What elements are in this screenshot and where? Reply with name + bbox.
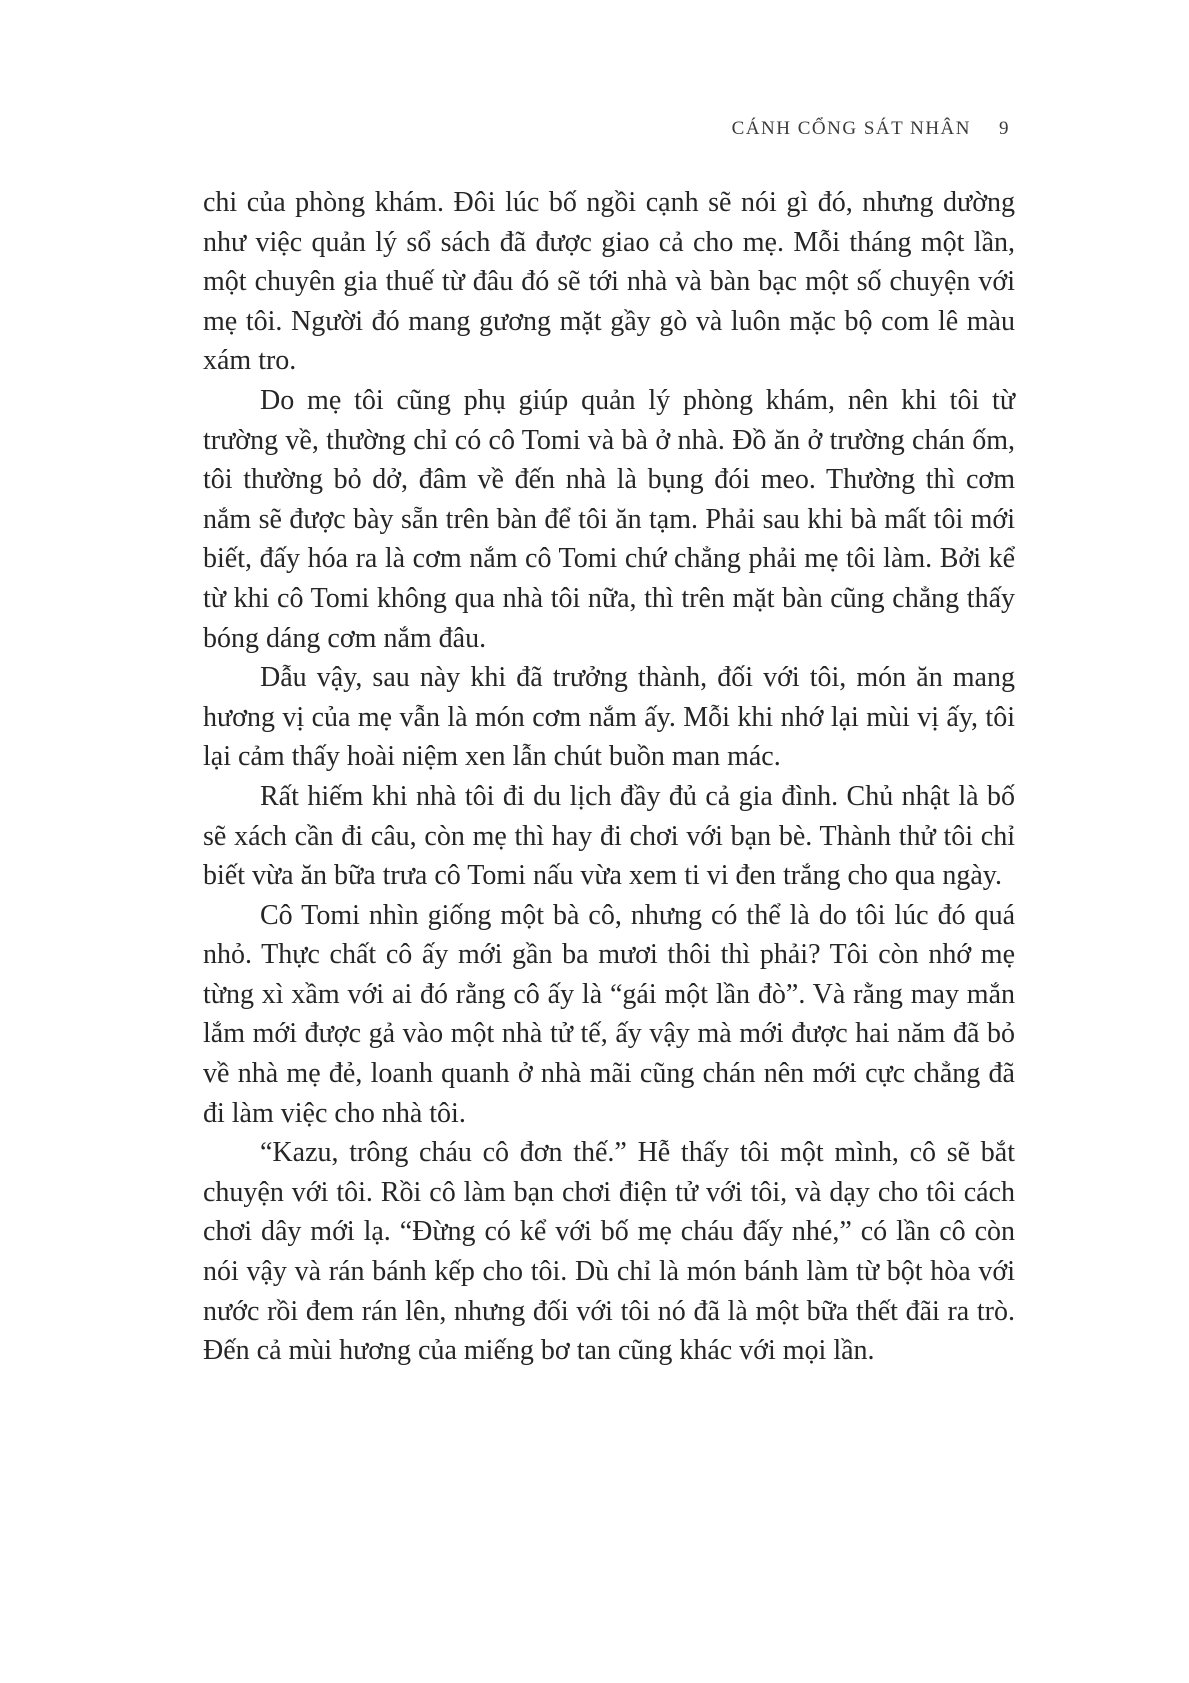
book-title: CÁNH CỔNG SÁT NHÂN [731,118,971,139]
running-header [0,118,1010,140]
paragraph-6: “Kazu, trông cháu cô đơn thế.” Hễ thấy tôi một mình, cô sẽ bắt chuyện với tôi. Rồi cô làm bạn chơi điện tử với tôi, và dạy cho tôi cách chơi dây mới lạ. “Đừng có kể với bố mẹ cháu đấy nhé,” có lần cô còn nói vậy và rán bánh kếp cho tôi. Dù chỉ là món bánh làm từ bột hòa với nước rồi đem rán lên, nhưng đối với tôi nó đã là một bữa thết đãi ra trò. Đến cả mùi hương của miếng bơ tan cũng khác với mọi lần. [203,1137,1015,1367]
paragraph-5: Cô Tomi nhìn giống một bà cô, nhưng có thể là do tôi lúc đó quá nhỏ. Thực chất cô ấy mới gần ba mươi thôi thì phải? Tôi còn nhớ mẹ từng xì xầm với ai đó rằng cô ấy là “gái một lần đò”. Và rằng may mắn lắm mới được gả vào một nhà tử tế, ấy vậy mà mới được hai năm đã bỏ về nhà mẹ đẻ, loanh quanh ở nhà mãi cũng chán nên mới cực chẳng đã đi làm việc cho nhà tôi. [203,899,1015,1129]
paragraph-1: chi của phòng khám. Đôi lúc bố ngồi cạnh sẽ nói gì đó, nhưng dường như việc quản lý sổ sách đã được giao cả cho mẹ. Mỗi tháng một lần, một chuyên gia thuế từ đâu đó sẽ tới nhà và bàn bạc một số chuyện với mẹ tôi. Người đó mang gương mặt gầy gò và luôn mặc bộ com lê màu xám tro. [203,187,1015,377]
body-text [203,183,1015,1371]
paragraph-3: Dẫu vậy, sau này khi đã trưởng thành, đối với tôi, món ăn mang hương vị của mẹ vẫn là món cơm nắm ấy. Mỗi khi nhớ lại mùi vị ấy, tôi lại cảm thấy hoài niệm xen lẫn chút buồn man mác. [203,662,1015,773]
page-number: 9 [999,118,1010,139]
paragraph-4: Rất hiếm khi nhà tôi đi du lịch đầy đủ cả gia đình. Chủ nhật là bố sẽ xách cần đi câu, còn mẹ thì hay đi chơi với bạn bè. Thành thử tôi chỉ biết vừa ăn bữa trưa cô Tomi nấu vừa xem ti vi đen trắng cho qua ngày. [203,780,1015,892]
paragraph-2: Do mẹ tôi cũng phụ giúp quản lý phòng khám, nên khi tôi từ trường về, thường chỉ có cô Tomi và bà ở nhà. Đồ ăn ở trường chán ốm, tôi thường bỏ dở, đâm về đến nhà là bụng đói meo. Thường thì cơm nắm sẽ được bày sẵn trên bàn để tôi ăn tạm. Phải sau khi bà mất tôi mới biết, đấy hóa ra là cơm nắm cô Tomi chứ chẳng phải mẹ tôi làm. Bởi kể từ khi cô Tomi không qua nhà tôi nữa, thì trên mặt bàn cũng chẳng thấy bóng dáng cơm nắm đâu. [203,384,1015,654]
